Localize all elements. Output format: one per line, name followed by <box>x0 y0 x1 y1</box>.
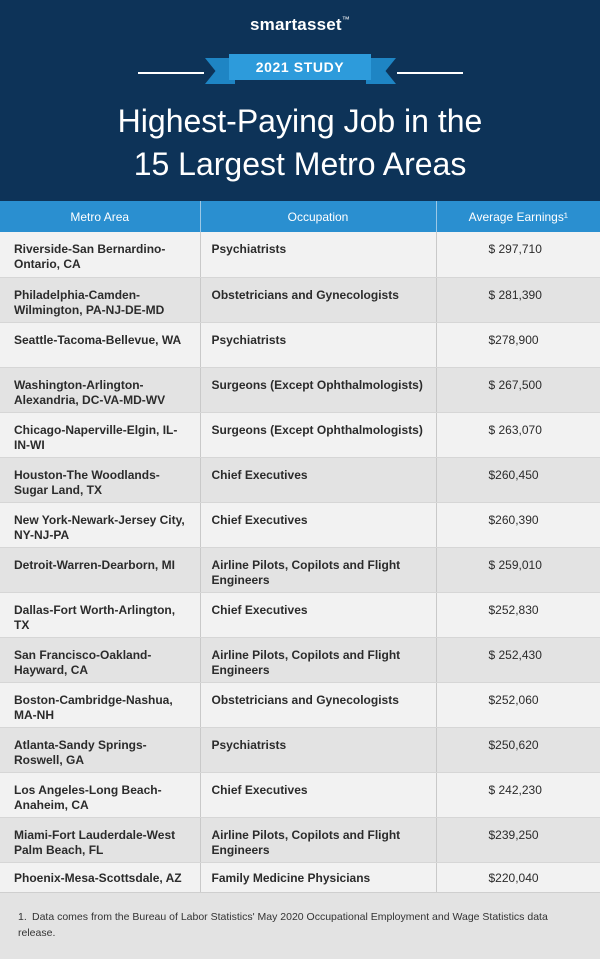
table-row <box>0 322 600 367</box>
occupation-cell: Family Medicine Physicians <box>200 862 436 894</box>
occupation-cell: Surgeons (Except Ophthalmologists) <box>200 412 436 457</box>
column-header-metro: Metro Area <box>0 201 200 232</box>
earnings-cell: $252,060 <box>436 682 600 727</box>
table-header-row <box>0 201 600 232</box>
table-row <box>0 547 600 592</box>
earnings-cell: $ 259,010 <box>436 547 600 592</box>
title-line-1: Highest-Paying Job in the <box>117 103 483 139</box>
earnings-cell: $278,900 <box>436 322 600 367</box>
occupation-cell: Obstetricians and Gynecologists <box>200 277 436 322</box>
title-line-2: 15 Largest Metro Areas <box>133 146 467 182</box>
metro-cell: New York-Newark-Jersey City, NY-NJ-PA <box>0 502 200 547</box>
earnings-cell: $ 297,710 <box>436 232 600 277</box>
earnings-cell: $ 252,430 <box>436 637 600 682</box>
divider-left <box>138 72 204 74</box>
metro-cell: Phoenix-Mesa-Scottsdale, AZ <box>0 862 200 894</box>
table-row <box>0 682 600 727</box>
table-row <box>0 817 600 862</box>
footnote-text <box>18 909 578 941</box>
table-row <box>0 637 600 682</box>
earnings-cell: $220,040 <box>436 862 600 894</box>
occupation-cell: Psychiatrists <box>200 232 436 277</box>
earnings-cell: $ 242,230 <box>436 772 600 817</box>
table-row <box>0 592 600 637</box>
divider-right <box>397 72 463 74</box>
occupation-cell: Chief Executives <box>200 772 436 817</box>
occupation-cell: Chief Executives <box>200 592 436 637</box>
occupation-cell: Airline Pilots, Copilots and Flight Engineers <box>200 817 436 862</box>
earnings-table <box>0 201 600 895</box>
earnings-cell: $ 267,500 <box>436 367 600 412</box>
header-banner <box>0 0 600 201</box>
metro-cell: Boston-Cambridge-Nashua, MA-NH <box>0 682 200 727</box>
earnings-cell: $ 263,070 <box>436 412 600 457</box>
table-row <box>0 772 600 817</box>
table-row <box>0 457 600 502</box>
table-row <box>0 367 600 412</box>
column-header-earnings: Average Earnings¹ <box>436 201 600 232</box>
study-badge: 2021 STUDY <box>229 54 371 80</box>
metro-cell: Washington-Arlington-Alexandria, DC-VA-MD-WV <box>0 367 200 412</box>
metro-cell: Seattle-Tacoma-Bellevue, WA <box>0 322 200 367</box>
occupation-cell: Chief Executives <box>200 502 436 547</box>
table-row <box>0 232 600 277</box>
footnote <box>0 892 600 959</box>
metro-cell: Dallas-Fort Worth-Arlington, TX <box>0 592 200 637</box>
earnings-cell: $252,830 <box>436 592 600 637</box>
brand-logo: smartasset™ <box>250 15 350 34</box>
page-title <box>0 100 600 186</box>
footnote-body: Data comes from the Bureau of Labor Statistics' May 2020 Occupational Employment and Wage Statistics data release. <box>18 911 548 939</box>
metro-cell: Miami-Fort Lauderdale-West Palm Beach, FL <box>0 817 200 862</box>
occupation-cell: Airline Pilots, Copilots and Flight Engineers <box>200 547 436 592</box>
earnings-cell: $239,250 <box>436 817 600 862</box>
table-row <box>0 502 600 547</box>
occupation-cell: Chief Executives <box>200 457 436 502</box>
metro-cell: Detroit-Warren-Dearborn, MI <box>0 547 200 592</box>
earnings-cell: $ 281,390 <box>436 277 600 322</box>
metro-cell: San Francisco-Oakland-Hayward, CA <box>0 637 200 682</box>
metro-cell: Atlanta-Sandy Springs-Roswell, GA <box>0 727 200 772</box>
footnote-number: 1. <box>18 911 27 923</box>
earnings-cell: $250,620 <box>436 727 600 772</box>
table-row <box>0 862 600 894</box>
earnings-cell: $260,450 <box>436 457 600 502</box>
column-header-occupation: Occupation <box>200 201 436 232</box>
occupation-cell: Obstetricians and Gynecologists <box>200 682 436 727</box>
metro-cell: Chicago-Naperville-Elgin, IL-IN-WI <box>0 412 200 457</box>
metro-cell: Philadelphia-Camden-Wilmington, PA-NJ-DE-MD <box>0 277 200 322</box>
metro-cell: Los Angeles-Long Beach-Anaheim, CA <box>0 772 200 817</box>
table-row <box>0 277 600 322</box>
metro-cell: Riverside-San Bernardino-Ontario, CA <box>0 232 200 277</box>
earnings-cell: $260,390 <box>436 502 600 547</box>
occupation-cell: Psychiatrists <box>200 727 436 772</box>
table-row <box>0 727 600 772</box>
occupation-cell: Psychiatrists <box>200 322 436 367</box>
table-row <box>0 412 600 457</box>
metro-cell: Houston-The Woodlands-Sugar Land, TX <box>0 457 200 502</box>
occupation-cell: Airline Pilots, Copilots and Flight Engineers <box>200 637 436 682</box>
occupation-cell: Surgeons (Except Ophthalmologists) <box>200 367 436 412</box>
